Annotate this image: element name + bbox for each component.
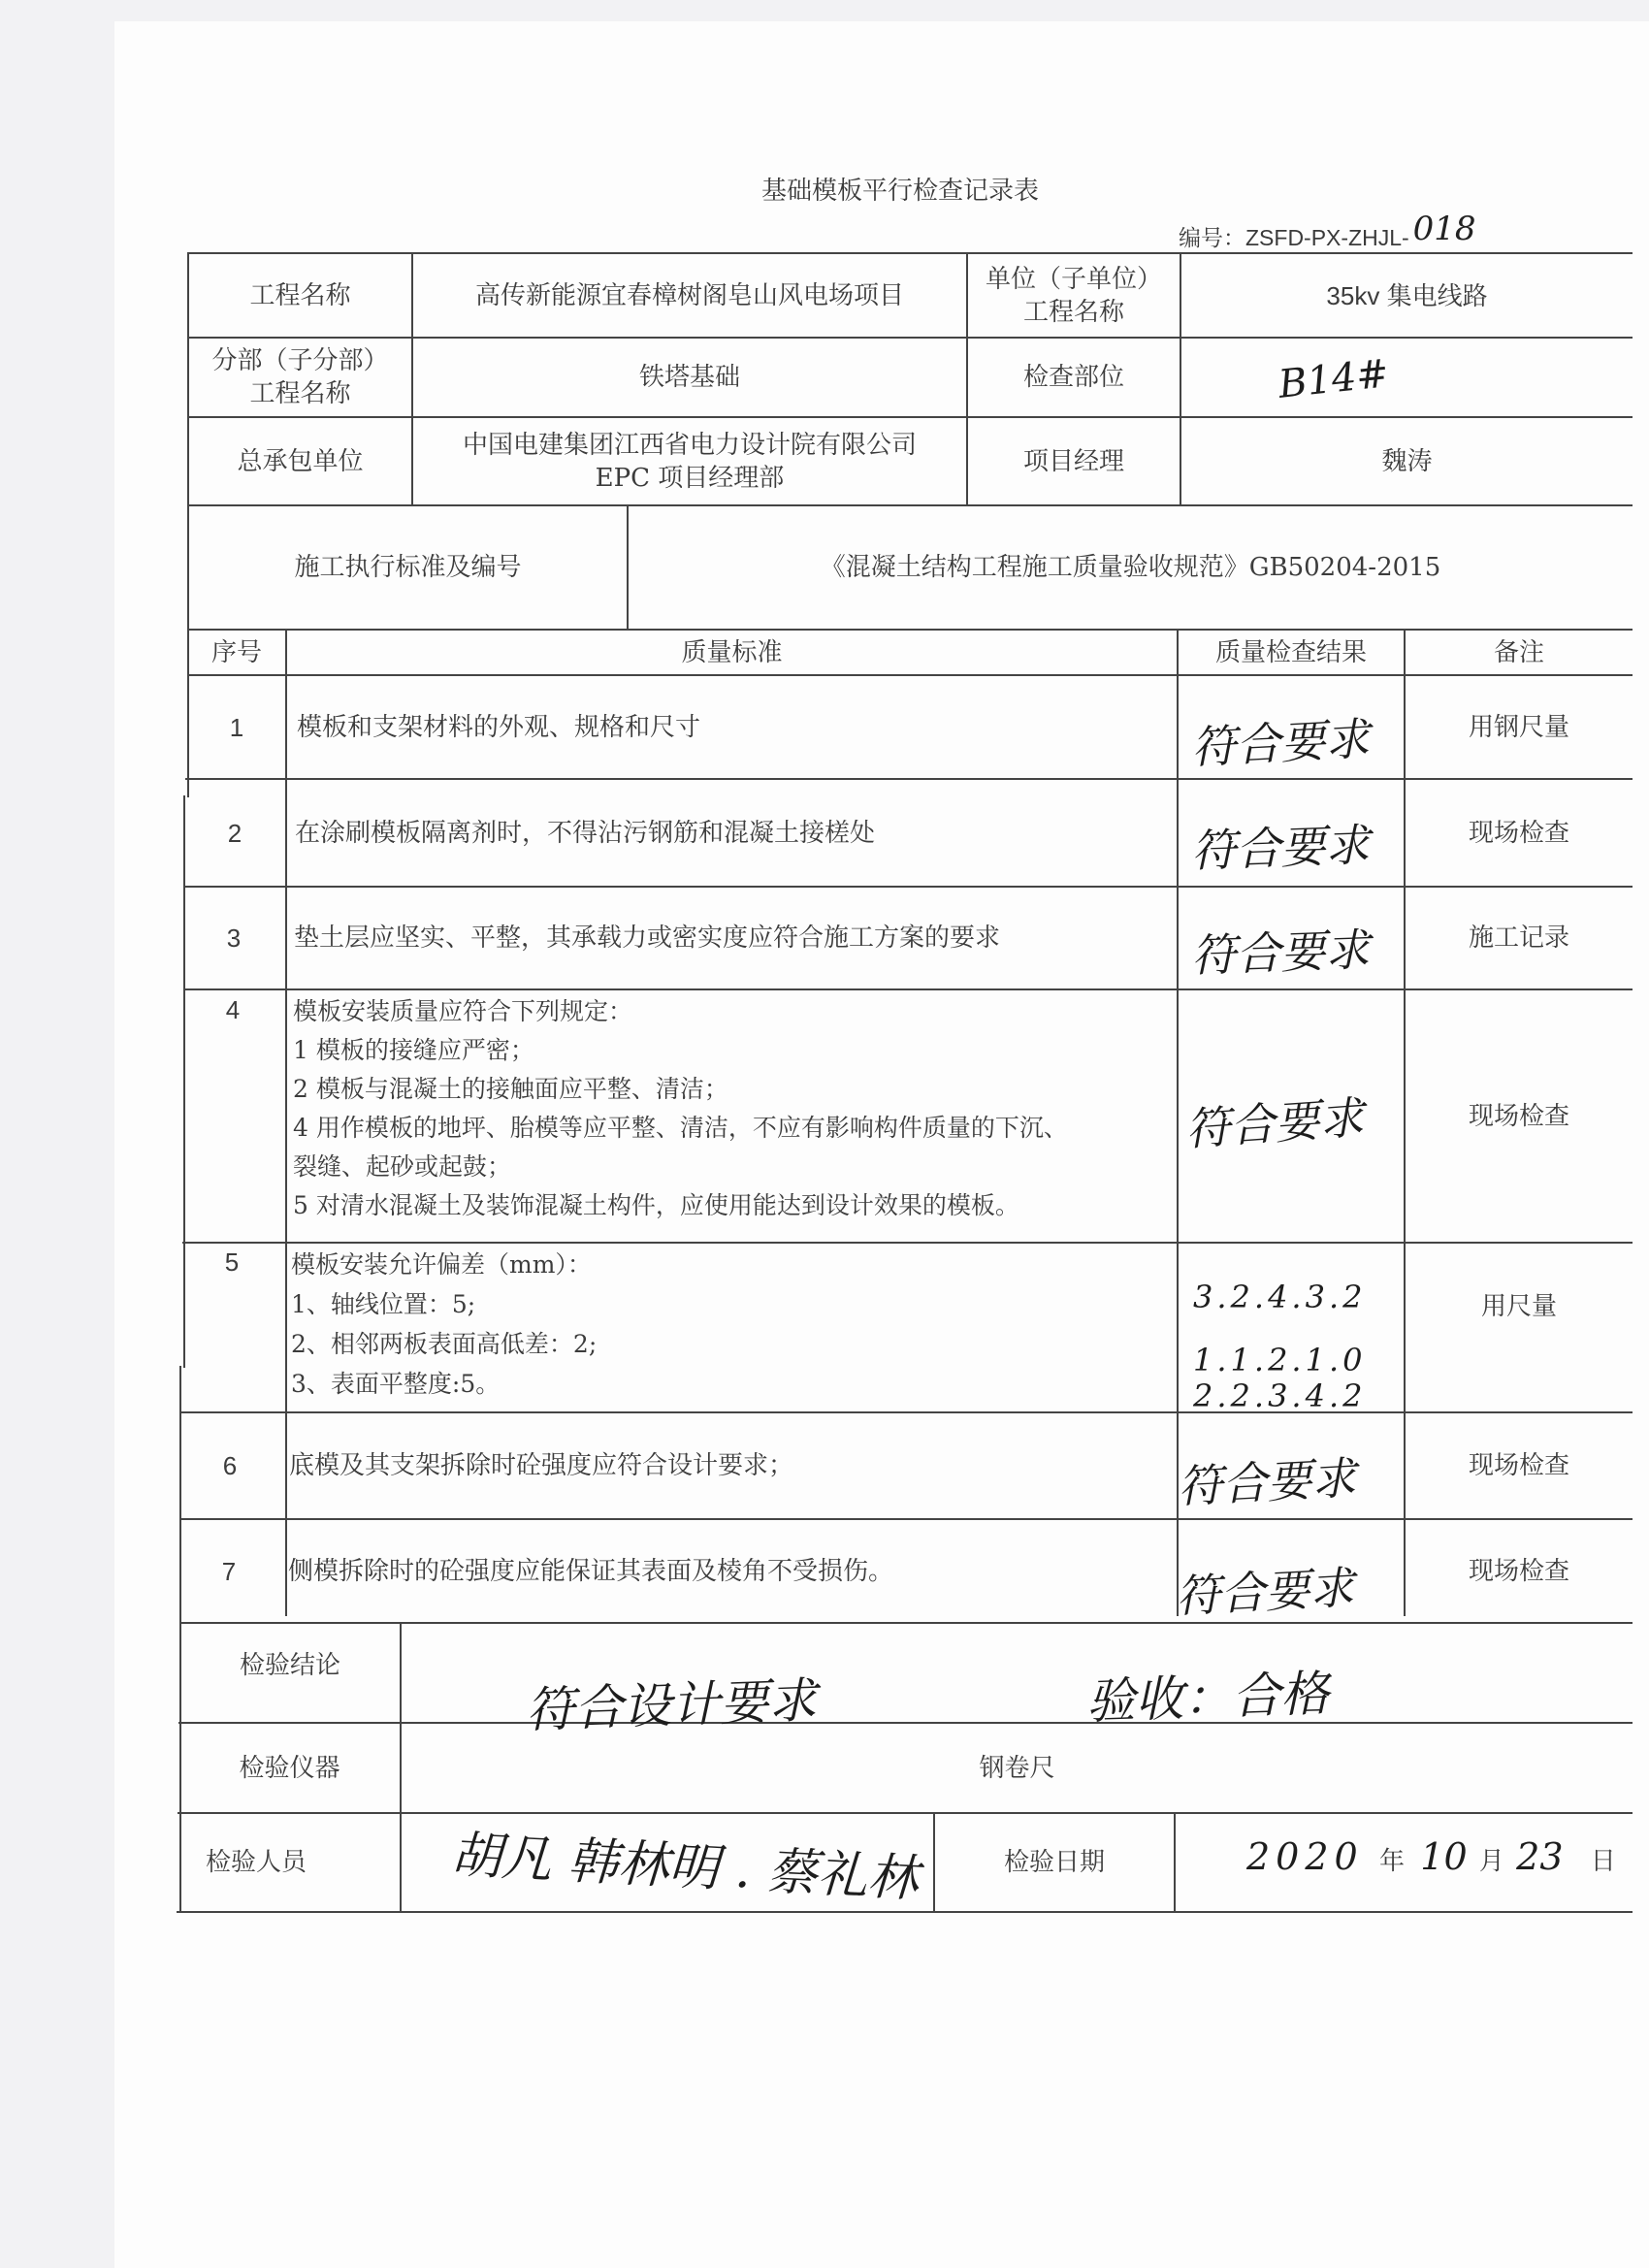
- division-label-line2: 工程名称: [249, 379, 351, 408]
- document-code: [1179, 210, 1476, 254]
- row-result-line: 3.2.4.3.2: [1193, 1279, 1367, 1315]
- instrument-value: 钢卷尺: [979, 1753, 1055, 1783]
- row-result-line: 2.2.3.4.2: [1193, 1377, 1367, 1414]
- row-no: 7: [221, 1556, 237, 1586]
- unit-label-line2: 工程名称: [1022, 297, 1124, 327]
- row-standard-line: 2、相邻两板表面高低差：2;: [291, 1330, 598, 1358]
- row-remark: 现场检查: [1468, 818, 1569, 848]
- date-month-unit: 月: [1478, 1847, 1504, 1876]
- row-remark: 现场检查: [1468, 1556, 1569, 1586]
- row-standard: 在涂刷模板隔离剂时，不得沾污钢筋和混凝土接槎处: [295, 818, 876, 848]
- date-year-unit: 年: [1378, 1847, 1405, 1876]
- table-line: [182, 1242, 1633, 1244]
- document-title: 基础模板平行检查记录表: [761, 177, 1040, 205]
- unit-label-line1: 单位（子单位）: [985, 264, 1162, 294]
- row-standard-line: 模板安装质量应符合下列规定：: [293, 997, 633, 1025]
- conclusion-label: 检验结论: [239, 1651, 340, 1680]
- manager-label: 项目经理: [1022, 446, 1124, 476]
- contractor-label-text: 总承包单位: [237, 446, 364, 476]
- unit-label: [968, 254, 1180, 337]
- row-standard: 侧模拆除时的砼强度应能保证其表面及棱角不受损伤。: [288, 1556, 894, 1586]
- row-no: 4: [225, 995, 241, 1024]
- table-line: [1174, 1812, 1176, 1911]
- column-header-no: 序号: [210, 637, 262, 667]
- row-result: 符合要求: [1189, 712, 1372, 774]
- inspect-part-value: B14#: [1276, 351, 1391, 407]
- standard-value: 《混凝土结构工程施工质量验收规范》GB50204-2015: [820, 553, 1441, 582]
- row-standard-line: 1、轴线位置：5;: [291, 1290, 476, 1318]
- row-remark: 现场检查: [1468, 1101, 1569, 1131]
- date-year: 2020: [1246, 1835, 1364, 1878]
- instrument-label: 检验仪器: [239, 1753, 340, 1783]
- manager-value: 魏涛: [1381, 446, 1433, 476]
- project-name-value: 高传新能源宜春樟树阁皂山风电场项目: [474, 280, 904, 310]
- row-standard-line: 模板安装允许偏差（mm）：: [291, 1250, 592, 1279]
- row-standard-line: 4 用作模板的地坪、胎模等应平整、清洁，不应有影响构件质量的下沉、: [293, 1114, 1068, 1142]
- division-value: 铁塔基础: [638, 363, 740, 392]
- inspector-label: 检验人员: [205, 1848, 307, 1877]
- unit-value: 35kv 集电线路: [1326, 280, 1488, 310]
- conclusion-value: 符合设计要求: [525, 1671, 819, 1739]
- column-header-remark: 备注: [1493, 637, 1544, 667]
- code-handwritten-number: 018: [1412, 210, 1476, 248]
- row-remark: 现场检查: [1468, 1451, 1569, 1480]
- row-standard: 底模及其支架拆除时砼强度应符合设计要求；: [289, 1451, 794, 1480]
- inspect-part-label: 检查部位: [1022, 363, 1124, 392]
- row-standard-line: 5 对清水混凝土及装饰混凝土构件，应使用能达到设计效果的模板。: [293, 1191, 1019, 1219]
- row-standard-line: 3、表面平整度:5。: [291, 1370, 501, 1398]
- row-standard: 模板和支架材料的外观、规格和尺寸: [297, 712, 701, 742]
- table-line: [177, 1911, 1633, 1913]
- date-day: 23: [1516, 1835, 1564, 1878]
- row-standard: [293, 992, 1171, 1240]
- row-no: 3: [226, 923, 242, 953]
- row-no: 6: [222, 1451, 238, 1480]
- column-header-result: 质量检查结果: [1214, 637, 1367, 667]
- row-no: 5: [224, 1247, 240, 1277]
- inspector-value: 胡凡 韩林明 . 蔡礼林: [449, 1826, 921, 1909]
- row-result: 符合要求: [1183, 1090, 1366, 1156]
- conclusion-value-2: 验收：合格: [1085, 1665, 1331, 1731]
- row-standard-line: 1 模板的接缝应严密；: [293, 1036, 534, 1064]
- row-result: 符合要求: [1176, 1451, 1358, 1513]
- table-line: [285, 629, 287, 1616]
- date-value: [1246, 1835, 1616, 1878]
- standard-label: 施工执行标准及编号: [294, 553, 522, 582]
- row-no: 1: [229, 712, 244, 742]
- contractor-value: [413, 418, 966, 504]
- division-label: [189, 339, 411, 416]
- row-standard-line: 裂缝、起砂或起鼓；: [293, 1152, 512, 1181]
- row-result: 符合要求: [1190, 818, 1371, 878]
- date-label: 检验日期: [1003, 1848, 1105, 1877]
- date-day-unit: 日: [1590, 1847, 1616, 1876]
- code-label: 编号：ZSFD-PX-ZHJL-: [1179, 225, 1409, 250]
- row-standard-line: 2 模板与混凝土的接触面应平整、清洁；: [293, 1075, 728, 1103]
- row-remark: 用尺量: [1480, 1292, 1557, 1321]
- row-standard: [291, 1245, 1169, 1409]
- project-name-label: 工程名称: [249, 280, 351, 310]
- table-line: [178, 1812, 1633, 1814]
- row-standard: 垫土层应坚实、平整，其承载力或密实度应符合施工方案的要求: [294, 923, 1001, 953]
- row-remark: 用钢尺量: [1468, 712, 1569, 742]
- date-month: 10: [1420, 1835, 1468, 1878]
- row-remark: 施工记录: [1468, 923, 1569, 953]
- contractor-label: [189, 418, 411, 504]
- contractor-value-line1: 中国电建集团江西省电力设计院有限公司: [462, 430, 917, 460]
- row-result: 符合要求: [1190, 923, 1371, 983]
- row-result-line: 1.1.2.1.0: [1193, 1342, 1367, 1378]
- contractor-value-line2: EPC 项目经理部: [595, 463, 785, 493]
- row-no: 2: [227, 818, 242, 848]
- row-result: 符合要求: [1174, 1561, 1356, 1623]
- division-label-line1: 分部（子分部）: [211, 346, 389, 375]
- column-header-standard: 质量标准: [681, 637, 783, 667]
